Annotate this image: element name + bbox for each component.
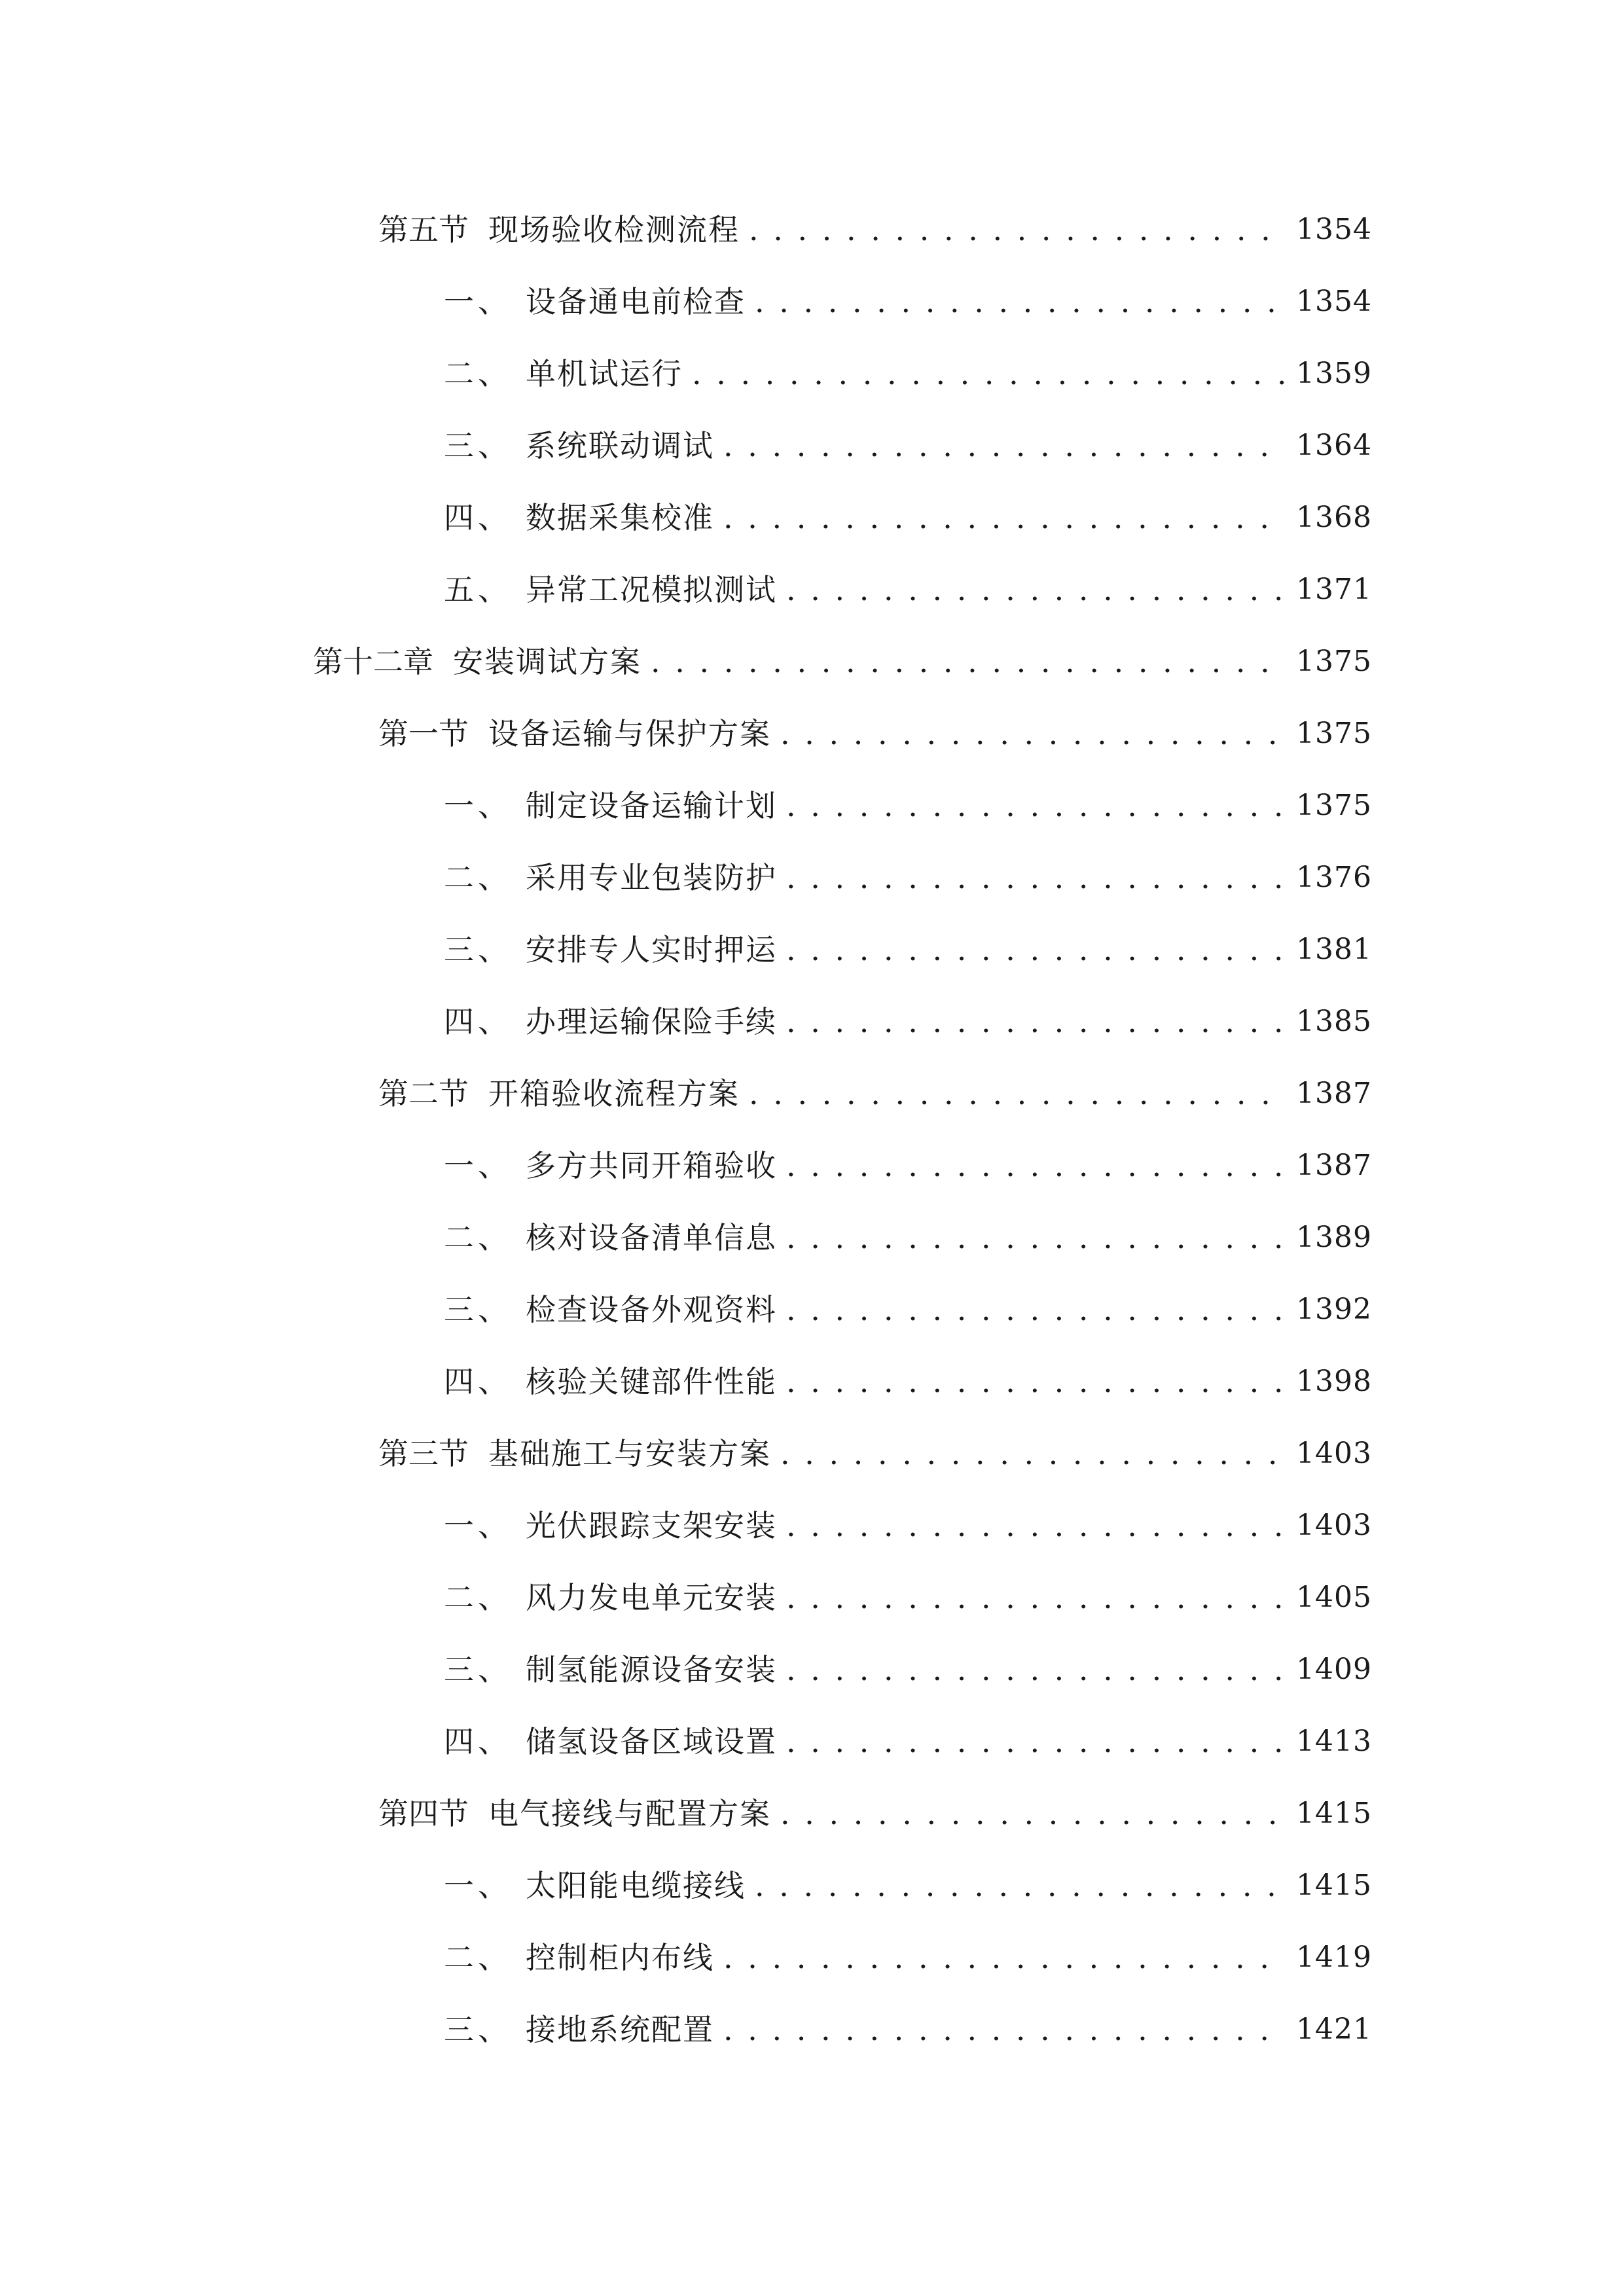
toc-dot-leader [723, 1943, 1287, 1973]
toc-entry-item[interactable] [0, 482, 1624, 554]
toc-entry-item[interactable] [0, 1202, 1624, 1274]
toc-entry-title: 单机试运行 [526, 356, 683, 391]
toc-entry-number: 二、 [444, 1220, 512, 1255]
toc-entry-page-number: 1392 [1296, 1293, 1372, 1326]
toc-entry-chapter[interactable] [0, 626, 1624, 698]
toc-entry-title: 核验关键部件性能 [526, 1364, 777, 1399]
toc-entry-page-number: 1381 [1296, 933, 1372, 966]
toc-entry-title: 设备通电前检查 [526, 284, 746, 319]
toc-dot-leader [786, 1367, 1287, 1397]
toc-dot-leader [786, 1295, 1287, 1325]
toc-entry-page-number: 1387 [1296, 1149, 1372, 1182]
toc-entry-item[interactable] [0, 1346, 1624, 1418]
toc-entry-number: 四、 [444, 500, 512, 535]
toc-entry-page-number: 1368 [1296, 501, 1372, 534]
toc-entry-item[interactable] [0, 1994, 1624, 2066]
toc-entry-page-number: 1419 [1296, 1941, 1372, 1974]
toc-entry-number: 三、 [444, 1652, 512, 1687]
toc-entry-item[interactable] [0, 914, 1624, 986]
toc-entry-item[interactable] [0, 1490, 1624, 1562]
toc-entry-title: 控制柜内布线 [526, 1940, 714, 1975]
table-of-contents [0, 194, 1624, 2066]
toc-entry-title: 太阳能电缆接线 [526, 1868, 746, 1903]
toc-entry-title: 数据采集校准 [526, 500, 714, 535]
toc-entry-page-number: 1403 [1296, 1437, 1372, 1470]
toc-entry-page-number: 1398 [1296, 1365, 1372, 1398]
toc-entry-number: 五、 [444, 572, 512, 607]
toc-entry-page-number: 1375 [1296, 789, 1372, 822]
toc-entry-item[interactable] [0, 1562, 1624, 1634]
toc-entry-section[interactable] [0, 1058, 1624, 1130]
toc-entry-item[interactable] [0, 1634, 1624, 1706]
toc-entry-number: 二、 [444, 1580, 512, 1615]
toc-entry-page-number: 1403 [1296, 1509, 1372, 1542]
toc-entry-item[interactable] [0, 770, 1624, 842]
toc-dot-leader [749, 215, 1287, 245]
toc-entry-item[interactable] [0, 1922, 1624, 1994]
toc-entry-item[interactable] [0, 554, 1624, 626]
toc-entry-number: 一、 [444, 1508, 512, 1543]
toc-entry-page-number: 1421 [1296, 2013, 1372, 2046]
toc-entry-item[interactable] [0, 986, 1624, 1058]
toc-entry-item[interactable] [0, 1850, 1624, 1922]
toc-entry-title: 异常工况模拟测试 [526, 572, 777, 607]
toc-dot-leader [780, 1439, 1287, 1469]
toc-entry-title: 光伏跟踪支架安装 [526, 1508, 777, 1543]
toc-entry-title: 设备运输与保护方案 [488, 716, 771, 751]
toc-entry-page-number: 1389 [1296, 1221, 1372, 1254]
toc-entry-item[interactable] [0, 338, 1624, 410]
toc-entry-page-number: 1385 [1296, 1005, 1372, 1038]
toc-entry-number: 第三节 [378, 1436, 469, 1471]
toc-dot-leader [780, 719, 1287, 749]
toc-entry-title: 接地系统配置 [526, 2012, 714, 2047]
toc-entry-page-number: 1387 [1296, 1077, 1372, 1110]
toc-entry-number: 四、 [444, 1364, 512, 1399]
toc-dot-leader [786, 1151, 1287, 1181]
toc-entry-title: 基础施工与安装方案 [488, 1436, 771, 1471]
toc-entry-page-number: 1415 [1296, 1797, 1372, 1830]
toc-entry-page-number: 1371 [1296, 573, 1372, 606]
toc-entry-title: 现场验收检测流程 [488, 212, 740, 247]
toc-dot-leader [755, 287, 1287, 317]
toc-entry-title: 采用专业包装防护 [526, 860, 777, 895]
toc-entry-item[interactable] [0, 1706, 1624, 1778]
toc-entry-number: 第二节 [378, 1076, 469, 1111]
toc-entry-number: 二、 [444, 1940, 512, 1975]
toc-entry-page-number: 1354 [1296, 285, 1372, 318]
toc-entry-number: 三、 [444, 1292, 512, 1327]
toc-dot-leader [786, 1511, 1287, 1541]
toc-dot-leader [723, 431, 1287, 461]
toc-entry-number: 一、 [444, 788, 512, 823]
toc-entry-item[interactable] [0, 266, 1624, 338]
toc-dot-leader [786, 791, 1287, 821]
toc-entry-number: 二、 [444, 860, 512, 895]
toc-entry-page-number: 1375 [1296, 645, 1372, 678]
toc-entry-item[interactable] [0, 1274, 1624, 1346]
toc-dot-leader [692, 359, 1287, 389]
toc-entry-title: 安排专人实时押运 [526, 932, 777, 967]
toc-dot-leader [786, 863, 1287, 893]
toc-entry-number: 一、 [444, 1868, 512, 1903]
toc-dot-leader [786, 935, 1287, 965]
toc-entry-title: 多方共同开箱验收 [526, 1148, 777, 1183]
toc-entry-title: 办理运输保险手续 [526, 1004, 777, 1039]
toc-entry-page-number: 1364 [1296, 429, 1372, 462]
toc-entry-title: 制氢能源设备安装 [526, 1652, 777, 1687]
toc-entry-page-number: 1354 [1296, 213, 1372, 246]
toc-entry-number: 三、 [444, 428, 512, 463]
toc-entry-item[interactable] [0, 1130, 1624, 1202]
toc-dot-leader [780, 1799, 1287, 1829]
toc-entry-number: 四、 [444, 1724, 512, 1759]
toc-entry-title: 风力发电单元安装 [526, 1580, 777, 1615]
toc-entry-number: 第五节 [378, 212, 469, 247]
toc-entry-number: 二、 [444, 356, 512, 391]
toc-entry-item[interactable] [0, 410, 1624, 482]
toc-entry-title: 核对设备清单信息 [526, 1220, 777, 1255]
toc-entry-title: 制定设备运输计划 [526, 788, 777, 823]
toc-dot-leader [755, 1871, 1287, 1901]
toc-entry-section[interactable] [0, 698, 1624, 770]
toc-entry-number: 一、 [444, 1148, 512, 1183]
toc-entry-page-number: 1415 [1296, 1869, 1372, 1902]
toc-entry-title: 系统联动调试 [526, 428, 714, 463]
toc-entry-section[interactable] [0, 1418, 1624, 1490]
toc-entry-number: 第四节 [378, 1796, 469, 1831]
toc-dot-leader [786, 1007, 1287, 1037]
toc-dot-leader [749, 1079, 1287, 1109]
toc-entry-title: 检查设备外观资料 [526, 1292, 777, 1327]
toc-entry-number: 三、 [444, 932, 512, 967]
toc-dot-leader [723, 2015, 1287, 2045]
toc-entry-item[interactable] [0, 842, 1624, 914]
toc-entry-page-number: 1375 [1296, 717, 1372, 750]
toc-entry-page-number: 1359 [1296, 357, 1372, 390]
toc-entry-number: 第一节 [378, 716, 469, 751]
toc-entry-number: 第十二章 [313, 644, 433, 679]
toc-dot-leader [786, 1223, 1287, 1253]
toc-dot-leader [723, 503, 1287, 533]
toc-entry-page-number: 1409 [1296, 1653, 1372, 1686]
toc-dot-leader [786, 1727, 1287, 1757]
toc-entry-page-number: 1405 [1296, 1581, 1372, 1614]
toc-dot-leader [786, 1655, 1287, 1685]
toc-entry-number: 三、 [444, 2012, 512, 2047]
toc-entry-title: 电气接线与配置方案 [488, 1796, 771, 1831]
toc-dot-leader [786, 575, 1287, 605]
toc-entry-title: 开箱验收流程方案 [488, 1076, 740, 1111]
toc-dot-leader [786, 1583, 1287, 1613]
toc-entry-title: 安装调试方案 [453, 644, 641, 679]
toc-entry-section[interactable] [0, 1778, 1624, 1850]
toc-dot-leader [651, 647, 1287, 677]
toc-entry-number: 四、 [444, 1004, 512, 1039]
toc-entry-section[interactable] [0, 194, 1624, 266]
toc-entry-title: 储氢设备区域设置 [526, 1724, 777, 1759]
toc-entry-page-number: 1376 [1296, 861, 1372, 894]
toc-entry-page-number: 1413 [1296, 1725, 1372, 1758]
toc-entry-number: 一、 [444, 284, 512, 319]
